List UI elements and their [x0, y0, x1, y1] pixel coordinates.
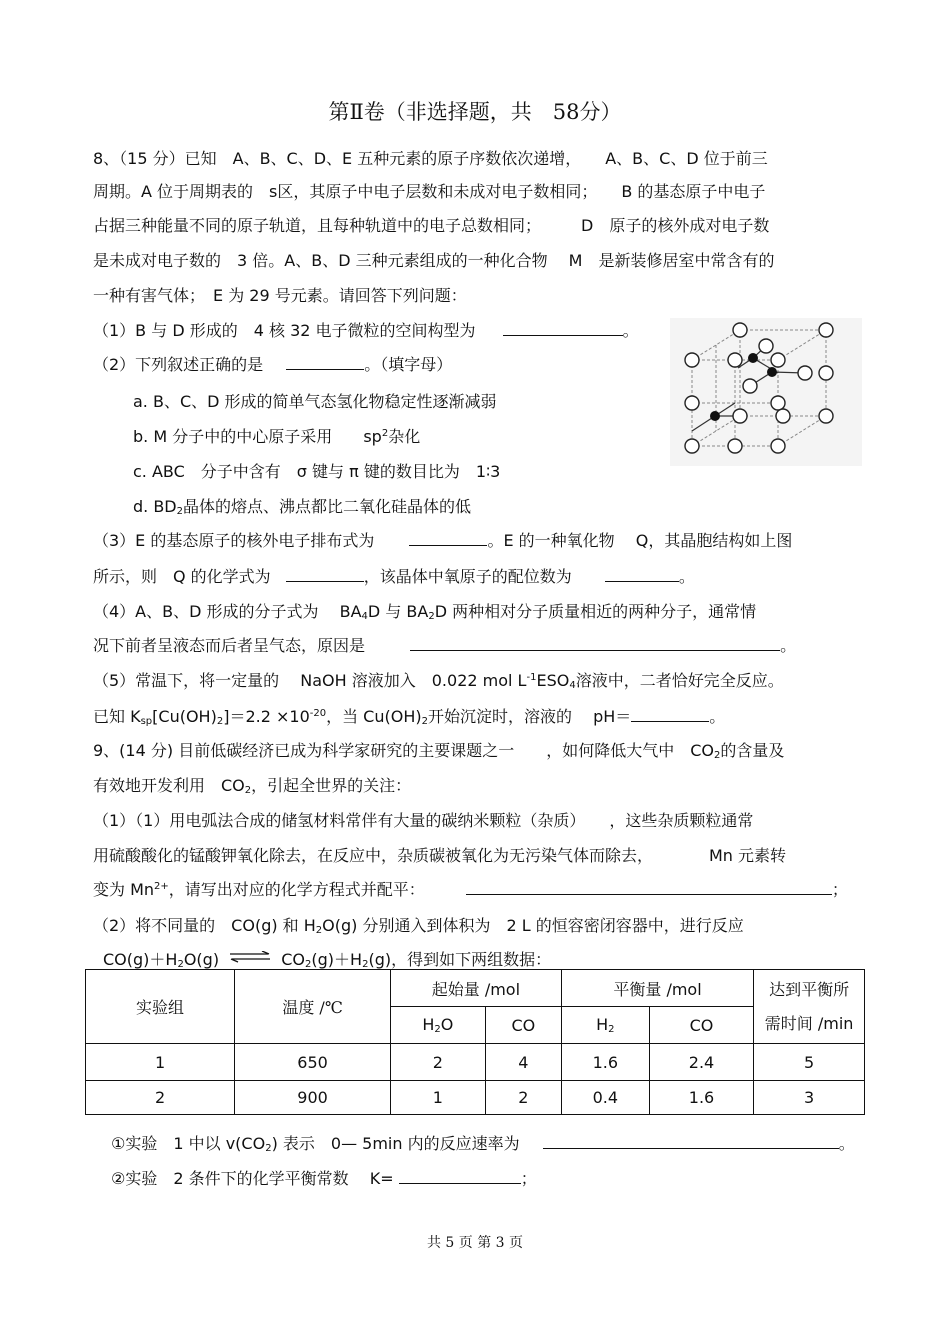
q9-part1-line2: 用硫酸酸化的锰酸钾氧化除去，在反应中，杂质碳被氧化为无污染气体而除去， Mn 元素转: [93, 846, 787, 865]
subscript: 2: [305, 959, 312, 970]
option-b: [133, 424, 420, 447]
q9-part1-line1: （1）（1）用电弧法合成的储氢材料常伴有大量的碳纳米颗粒（杂质） ，这些杂质颗粒通常: [93, 811, 754, 830]
q9-part2-text: （2）将不同量的 CO(g) 和 H: [93, 916, 316, 935]
q8-part2-tail: （填字母）: [380, 355, 453, 374]
superscript: -20: [309, 708, 327, 719]
header-temperature: 温度 /℃: [235, 970, 391, 1044]
q9-intro-text-b: 有效地开发利用 CO: [93, 776, 245, 795]
q8-part1: [93, 318, 639, 341]
header-time: [754, 970, 865, 1044]
cell: 3: [754, 1081, 865, 1115]
formula: CO: [281, 950, 306, 969]
option-c: c. ABC 分子中含有 σ 键与 π 键的数目比为 1∶3: [133, 462, 501, 481]
option-a: a. B、C、D 形成的简单气态氢化物稳定性逐渐减弱: [133, 392, 497, 411]
subscript: 2: [265, 1143, 272, 1154]
cell: 2.4: [649, 1044, 753, 1081]
q8-part5-line2: [93, 704, 725, 727]
q8-part2: [93, 352, 452, 375]
subscript: 2: [216, 716, 224, 727]
section-title: 第Ⅱ卷（非选择题，共 58分）: [328, 100, 622, 124]
q8-part4-line1: [93, 599, 756, 622]
formula: [Cu(OH): [152, 707, 217, 726]
subscript: 2: [315, 925, 323, 936]
table-row: [86, 1044, 865, 1081]
q9-intro-line2: [93, 773, 411, 796]
answer-blank[interactable]: [286, 353, 364, 370]
q8-part5-line1: [93, 668, 784, 691]
cell: 650: [235, 1044, 391, 1081]
q9-sub1: [111, 1131, 855, 1154]
header-time-line2: 需时间 /min: [764, 1013, 854, 1033]
formula: (g)，得到如下两组数据：: [368, 950, 552, 969]
cell: 2: [86, 1081, 235, 1115]
q8-part2-text: （2）下列叙述正确的是: [93, 355, 264, 374]
cell: 1: [86, 1044, 235, 1081]
q8-intro-line2: 周期。A 位于周期表的 s区，其原子中电子层数和未成对电子数相同； B 的基态原子中电子: [93, 182, 766, 201]
cell: 0.4: [561, 1081, 649, 1115]
subscript: 2: [244, 785, 252, 796]
cell: 2: [485, 1081, 561, 1115]
q9-part1-text: 变为 Mn: [93, 880, 155, 899]
option-b-text: b. M 分子中的中心原子采用: [133, 427, 333, 446]
subscript: sp: [140, 716, 153, 727]
formula: CO(g)＋H: [103, 950, 178, 969]
table-row: [86, 1081, 865, 1115]
formula: O(g): [183, 950, 220, 969]
q8-part5-text: （5）常温下，将一定量的 NaOH 溶液加入 0.022 mol L: [93, 671, 527, 690]
answer-blank[interactable]: [605, 565, 679, 582]
q8-part3-text-b: 。E 的一种氧化物 Q，其晶胞结构如上图: [487, 531, 793, 550]
formula: ]＝2.2 ×10: [223, 707, 310, 726]
subheader-h2o: $H_2O$: [390, 1007, 485, 1044]
subheader-co: CO: [485, 1007, 561, 1044]
punct: ；: [520, 1169, 537, 1188]
q8-intro-line4: 是未成对电子数的 3 倍。A、B、D 三种元素组成的一种化合物 M 是新装修居室中常含有的: [93, 251, 775, 270]
subscript: 2: [362, 959, 369, 970]
subheader-co-eq: CO: [649, 1007, 753, 1044]
q9-sub1-text: ①实验 1 中以 v(CO: [111, 1134, 266, 1153]
q9-intro-text: 9、(14 分) 目前低碳经济已成为科学家研究的主要课题之一 ，如何降低大气中 CO: [93, 741, 714, 760]
q9-intro-tail: 的含量及: [720, 741, 785, 760]
q9-sub1-tail: ) 表示 0— 5min 内的反应速率为: [271, 1134, 520, 1153]
q8-part3-line1: [93, 528, 792, 551]
punct: 。: [709, 707, 726, 726]
q9-sub2-text: ②实验 2 条件下的化学平衡常数 K=: [111, 1169, 394, 1188]
subheader-h2: $H_2$: [561, 1007, 649, 1044]
formula: BA: [339, 602, 362, 621]
cell: 1: [390, 1081, 485, 1115]
answer-blank[interactable]: [286, 565, 364, 582]
q8-intro-line3: 占据三种能量不同的原子轨道，且每种轨道中的电子总数相同； D 原子的核外成对电子数: [93, 216, 770, 235]
page-footer: 共 5 页 第 3 页: [426, 1235, 524, 1251]
cell: 900: [235, 1081, 391, 1115]
q9-part2-tail: O(g) 分别通入到体积为 2 L 的恒容密闭容器中，进行反应: [322, 916, 744, 935]
q8-part1-text: （1）B 与 D 形成的 4 核 32 电子微粒的空间构型为: [93, 321, 476, 340]
q9-intro-line1: [93, 738, 784, 761]
punct: 。: [838, 1134, 855, 1153]
punct: 。: [364, 355, 381, 374]
q8-part5-tail: 开始沉淀时，溶液的 pH＝: [427, 707, 632, 726]
header-start-amount: 起始量 /mol: [390, 970, 561, 1007]
option-d-text: d. BD: [133, 497, 177, 516]
hybrid-sup: 2: [381, 428, 389, 439]
answer-blank[interactable]: [543, 1132, 839, 1149]
cell: 5: [754, 1044, 865, 1081]
answer-blank[interactable]: [503, 319, 623, 336]
formula: D 与 BA: [367, 602, 429, 621]
q8-part4-text: （4）A、B、D 形成的分子式为: [93, 602, 319, 621]
q8-part3-text-d: ，该晶体中氧原子的配位数为: [363, 567, 572, 586]
cell: 1.6: [561, 1044, 649, 1081]
answer-blank[interactable]: [399, 1167, 521, 1184]
subscript: 2: [713, 750, 721, 761]
q9-part2-line1: [93, 913, 744, 936]
equilibrium-arrow-icon: [228, 951, 272, 963]
header-equilibrium-amount: 平衡量 /mol: [561, 970, 753, 1007]
option-d: [133, 494, 471, 517]
reaction-equation: [103, 947, 551, 970]
q8-part5-tail: 溶液中，二者恰好完全反应。: [575, 671, 784, 690]
cell: 4: [485, 1044, 561, 1081]
q9-part1-line3: [93, 877, 848, 900]
superscript: -1: [526, 672, 537, 683]
q8-part4-tail: D 两种相对分子质量相近的两种分子，通常情: [434, 602, 757, 621]
superscript: 2+: [154, 881, 169, 892]
answer-blank[interactable]: [466, 878, 832, 895]
answer-blank[interactable]: [631, 705, 709, 722]
q8-intro-line1: 8、（15 分）已知 A、B、C、D、E 五种元素的原子序数依次递增， A、B、C、D 位于前三: [93, 149, 768, 168]
q8-part3-text-c: 所示，则 Q 的化学式为: [93, 567, 271, 586]
formula: ESO: [536, 671, 570, 690]
q8-part3-text: （3）E 的基态原子的核外电子排布式为: [93, 531, 375, 550]
cell: 1.6: [649, 1081, 753, 1115]
subscript: 2: [421, 716, 428, 727]
cell: 2: [390, 1044, 485, 1081]
q9-part1-tail: ，请写出对应的化学方程式并配平：: [168, 880, 425, 899]
option-b-tail: 杂化: [388, 427, 421, 446]
q8-intro-line5: 一种有害气体； E 为 29 号元素。请回答下列问题：: [93, 286, 467, 305]
q8-part3-line2: [93, 564, 695, 587]
header-group: 实验组: [86, 970, 235, 1044]
answer-blank[interactable]: [410, 634, 780, 651]
formula: ，当 Cu(OH): [326, 707, 422, 726]
punct: 。: [622, 321, 639, 340]
subscript: 2: [177, 959, 184, 970]
punct: ；: [831, 880, 848, 899]
q9-intro-tail-b: ，引起全世界的关注：: [251, 776, 412, 795]
q8-part5-text-d: 已知 K: [93, 707, 141, 726]
data-table: [85, 969, 865, 1115]
subscript: 2: [176, 506, 183, 517]
subscript: 4: [569, 680, 576, 691]
q9-sub2: [111, 1166, 537, 1189]
crystal-structure-diagram: [670, 318, 862, 466]
answer-blank[interactable]: [409, 529, 487, 546]
punct: 。: [678, 567, 695, 586]
header-time-line1: 达到平衡所: [769, 979, 850, 999]
hybrid-sp: sp: [363, 427, 382, 446]
formula: (g)＋H: [311, 950, 363, 969]
q8-part4-text-b: 况下前者呈液态而后者呈气态，原因是: [93, 636, 366, 655]
subscript: 4: [361, 611, 368, 622]
punct: 。: [780, 636, 797, 655]
option-d-tail: 晶体的熔点、沸点都比二氧化硅晶体的低: [183, 497, 472, 516]
subscript: 2: [428, 611, 435, 622]
q8-part4-line2: [93, 633, 796, 656]
